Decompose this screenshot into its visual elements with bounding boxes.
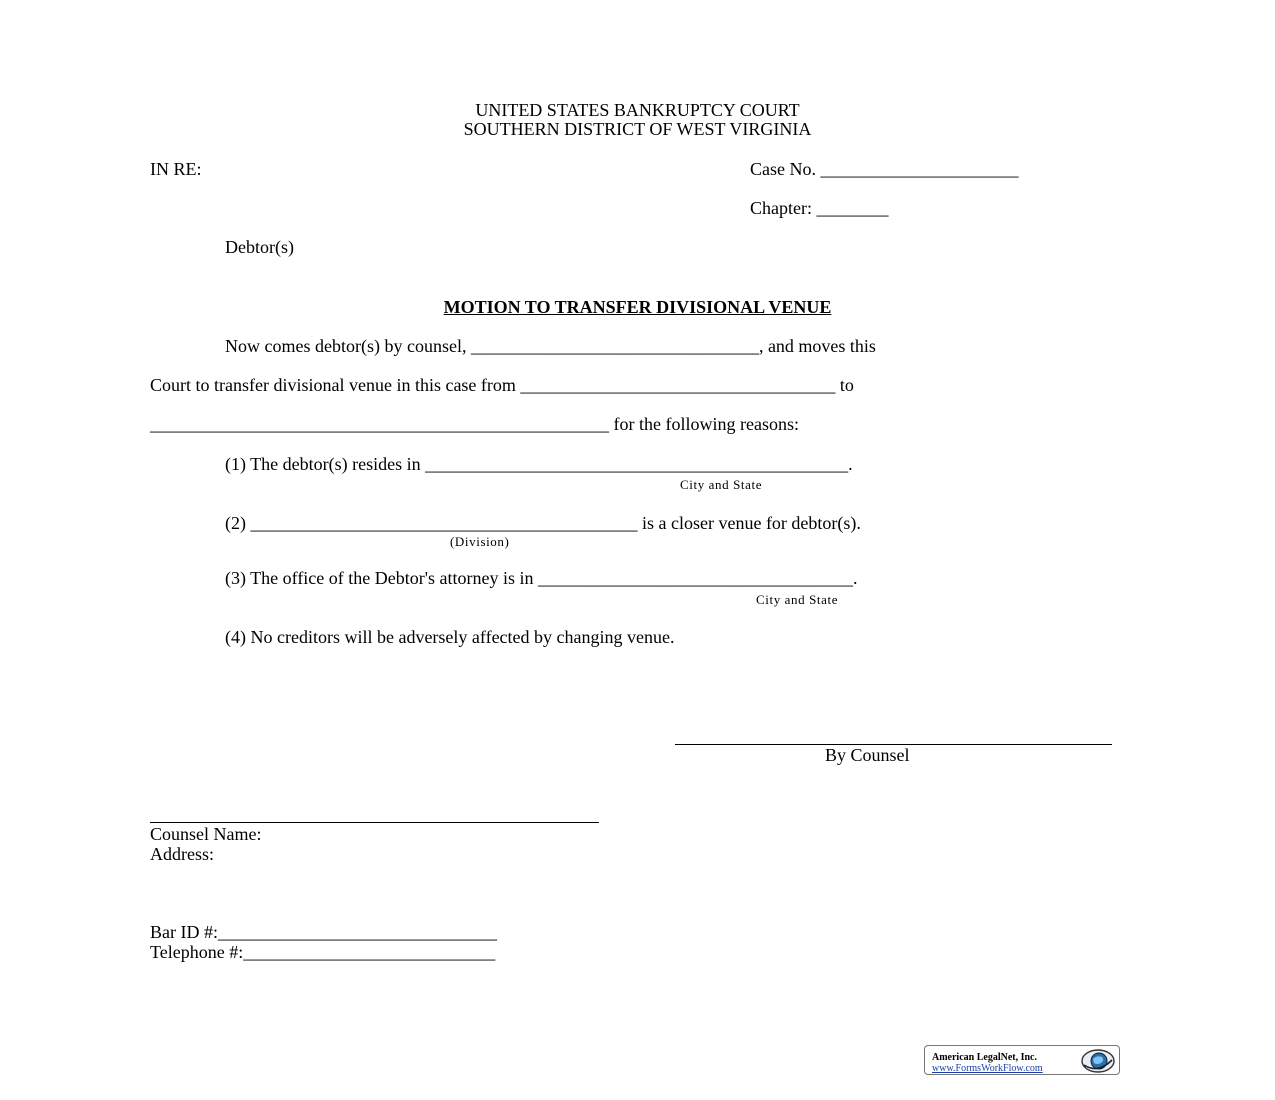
reason-3: (3) The office of the Debtor's attorney is in ___________________________________. [225, 568, 858, 588]
debtor-label: Debtor(s) [225, 237, 294, 257]
reason-3-caption: City and State [756, 592, 839, 607]
counsel-signature-line [150, 822, 599, 823]
reason-4: (4) No creditors will be adversely affected by changing venue. [225, 627, 675, 647]
reason-1-caption: City and State [680, 477, 763, 492]
chapter-field: Chapter: ________ [750, 198, 889, 218]
court-name-line1: UNITED STATES BANKRUPTCY COURT [475, 100, 800, 120]
reason-1: (1) The debtor(s) resides in _______________________________________________. [225, 454, 853, 474]
case-number-field: Case No. ______________________ [750, 159, 1019, 179]
paragraph-line-3: ___________________________________________________ for the following reasons: [150, 414, 799, 434]
by-counsel-label: By Counsel [825, 745, 910, 765]
badge-url-link[interactable]: www.FormsWorkFlow.com [932, 1063, 1043, 1074]
counsel-name-label: Counsel Name: [150, 824, 262, 844]
telephone-field: Telephone #:____________________________ [150, 942, 496, 962]
in-re-label: IN RE: [150, 159, 202, 179]
motion-title: MOTION TO TRANSFER DIVISIONAL VENUE [443, 297, 832, 317]
reason-2-caption: (Division) [450, 534, 510, 549]
legalnet-badge[interactable] [924, 1045, 1120, 1075]
paragraph-line-2: Court to transfer divisional venue in this case from ___________________________________ to [150, 375, 854, 395]
court-district-line2: SOUTHERN DISTRICT OF WEST VIRGINIA [463, 119, 812, 139]
badge-company: American LegalNet, Inc. [932, 1052, 1037, 1063]
paragraph-line-1: Now comes debtor(s) by counsel, ________________________________, and moves this [225, 336, 876, 356]
reason-2: (2) ___________________________________________ is a closer venue for debtor(s). [225, 513, 861, 533]
globe-logo-icon [1080, 1048, 1116, 1074]
bar-id-field: Bar ID #:_______________________________ [150, 922, 497, 942]
address-label: Address: [150, 844, 214, 864]
